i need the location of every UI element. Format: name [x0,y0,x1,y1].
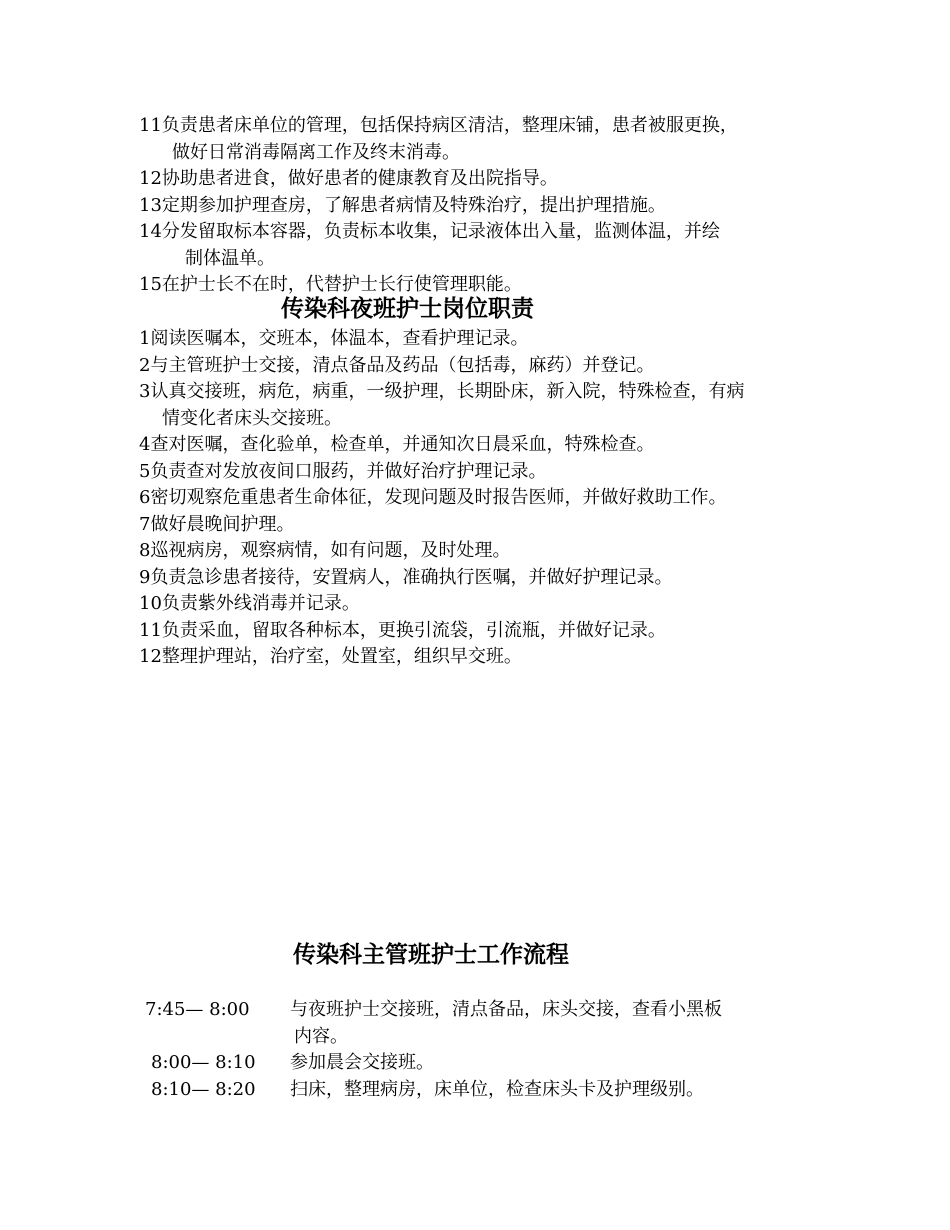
list-item [139,618,839,645]
schedule-row [145,1050,845,1077]
item-number: 3 [139,381,151,402]
item-number: 4 [139,434,151,455]
section-title-night-shift: 传染科夜班护士岗位职责 [281,296,534,322]
item-number: 9 [139,566,151,588]
item-text-continued: 情变化者床头交接班。 [162,407,342,429]
schedule-time: 8:00— 8:10 [151,1052,256,1073]
workflow-schedule [145,997,845,1103]
list-item [139,432,839,459]
item-number: 8 [139,540,151,561]
list-item [139,113,839,166]
list-item [139,512,839,539]
schedule-time: 8:10— 8:20 [151,1078,256,1100]
item-number: 10 [139,593,162,614]
item-number: 1 [139,328,151,349]
list-item [139,644,839,671]
item-number: 14 [139,221,162,242]
item-text: 负责急诊患者接待，安置病人，准确执行医嘱，并做好护理记录。 [150,566,673,588]
item-number: 2 [139,354,151,376]
item-text: 定期参加护理查房，了解患者病情及特殊治疗，提出护理措施。 [161,194,666,216]
item-text: 密切观察危重患者生命体征，发现问题及时报告医师，并做好救助工作。 [150,487,727,508]
section-title-workflow: 传染科主管班护士工作流程 [293,942,569,968]
list-item [139,166,839,193]
item-text: 阅读医嘱本，交班本，体温本，查看护理记录。 [150,328,529,349]
item-text: 负责患者床单位的管理，包括保持病区清洁，整理床铺，患者被服更换， [161,115,738,136]
item-number: 7 [139,513,151,535]
list-item [139,379,839,432]
item-text-continued: 制体温单。 [185,247,275,269]
schedule-desc-text: 参加晨会交接班。 [290,1052,434,1073]
item-number: 13 [139,194,162,216]
item-number: 6 [139,487,151,508]
schedule-desc-continued: 内容。 [294,1025,348,1047]
list-item [139,193,839,220]
schedule-desc-text: 扫床，整理病房，床单位，检查床头卡及护理级别。 [290,1078,704,1100]
list-item [139,459,839,486]
list-item [139,538,839,565]
schedule-desc [290,1050,845,1077]
item-number: 11 [139,619,162,641]
item-text: 负责查对发放夜间口服药，并做好治疗护理记录。 [150,460,547,482]
item-text: 认真交接班，病危，病重，一级护理，长期卧床，新入院，特殊检查，有病 [150,381,745,402]
schedule-desc [290,997,845,1050]
item-text: 协助患者进食，做好患者的健康教育及出院指导。 [161,168,558,189]
item-number: 12 [139,168,162,189]
list-item [139,565,839,592]
item-number: 12 [139,646,162,667]
item-text: 负责采血，留取各种标本，更换引流袋，引流瓶，并做好记录。 [161,619,666,641]
duties-continued-list [139,113,839,299]
item-text: 整理护理站，治疗室，处置室，组织早交班。 [161,646,522,667]
item-text: 与主管班护士交接，清点备品及药品（包括毒，麻药）并登记。 [150,354,655,376]
schedule-row [145,1077,845,1104]
item-number: 15 [139,274,162,295]
list-item [139,326,839,353]
schedule-desc [290,1077,845,1104]
item-text: 查对医嘱，查化验单，检查单，并通知次日晨采血，特殊检查。 [150,434,655,455]
list-item [139,591,839,618]
item-text: 巡视病房，观察病情，如有问题，及时处理。 [150,540,511,561]
schedule-time: 7:45— 8:00 [145,999,250,1020]
item-text: 分发留取标本容器，负责标本收集，记录液体出入量，监测体温，并绘 [161,221,720,242]
list-item [139,219,839,272]
schedule-desc-text: 与夜班护士交接班，清点备品，床头交接，查看小黑板 [290,999,722,1020]
item-text-continued: 做好日常消毒隔离工作及终末消毒。 [172,141,460,163]
item-number: 11 [139,115,162,136]
list-item [139,485,839,512]
item-text: 在护士长不在时，代替护士长行使管理职能。 [161,274,522,295]
item-text: 负责紫外线消毒并记录。 [161,593,360,614]
item-text: 做好晨晚间护理。 [150,513,295,535]
schedule-row [145,997,845,1050]
list-item [139,353,839,380]
night-shift-duties-list [139,326,839,671]
item-number: 5 [139,460,151,482]
